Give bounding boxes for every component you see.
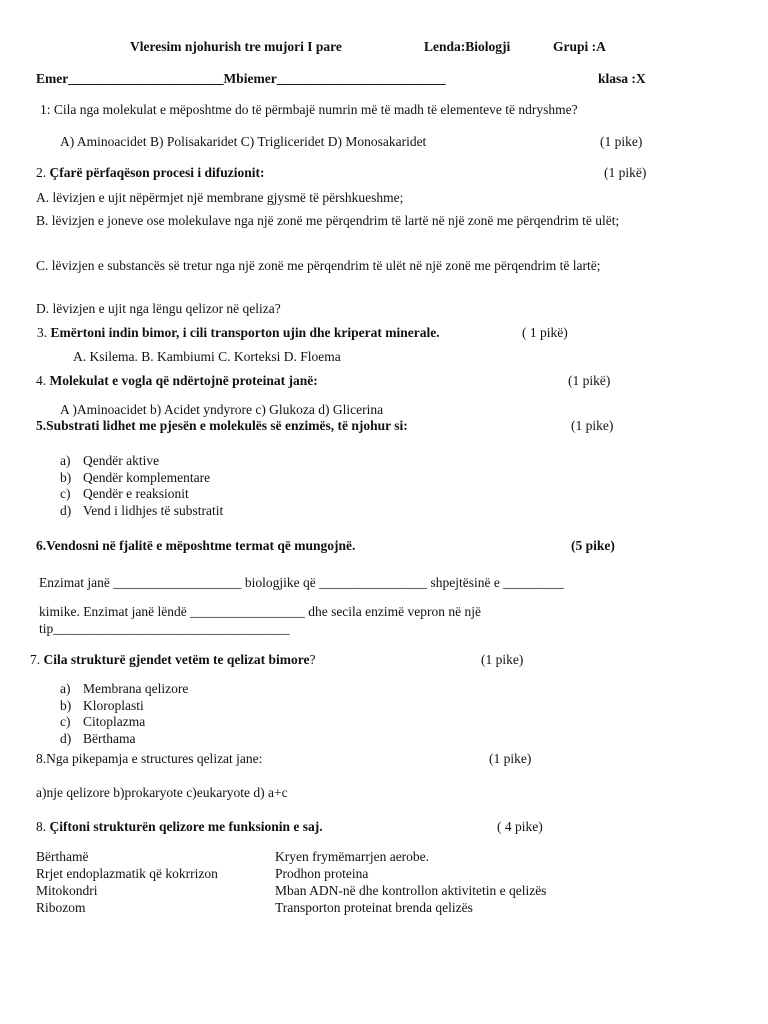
q5-option-a	[60, 453, 160, 469]
q2-question	[36, 165, 264, 181]
option-text: Citoplazma	[83, 714, 146, 729]
option-text: Vend i lidhjes të substratit	[83, 503, 224, 518]
option-text: Qendër komplementare	[83, 470, 211, 485]
q7-option-b	[60, 698, 144, 714]
option-letter: a)	[60, 681, 71, 696]
q8a-points: (1 pike)	[489, 751, 532, 766]
q8b-points: ( 4 pike)	[497, 819, 543, 834]
q5-option-c	[60, 486, 189, 502]
q7-text: Cila strukturë gjendet vetëm te qelizat bimore	[43, 652, 310, 667]
option-letter: d)	[60, 503, 72, 518]
q7-points: (1 pike)	[481, 652, 524, 667]
q2-option-a: A. lëvizjen e ujit nëpërmjet një membrane gjysmë të përshkueshme;	[36, 190, 404, 205]
option-text: Qendër e reaksionit	[83, 486, 189, 501]
q4-number: 4.	[36, 373, 50, 388]
option-letter: b)	[60, 470, 72, 485]
q2-number: 2.	[36, 165, 50, 180]
q6-text: 6.Vendosni në fjalitë e mëposhtme termat që mungojnë.	[36, 538, 356, 553]
match-function-2: Prodhon proteina	[275, 866, 369, 881]
option-text: Bërthama	[83, 731, 136, 746]
q7-option-a	[60, 681, 189, 697]
q2-text: Çfarë përfaqëson procesi i difuzionit:	[49, 165, 265, 180]
option-letter: c)	[60, 486, 71, 501]
q7-mark: ?	[309, 652, 316, 667]
q2-points: (1 pikë)	[604, 165, 647, 180]
option-text: Kloroplasti	[83, 698, 144, 713]
q3-points: ( 1 pikë)	[522, 325, 568, 340]
match-structure-1: Bërthamë	[36, 849, 89, 864]
q8b-question	[36, 819, 323, 835]
q5-option-d	[60, 503, 224, 519]
match-function-3: Mban ADN-në dhe kontrollon aktivitetin e qelizës	[275, 883, 547, 898]
q5-points: (1 pike)	[571, 418, 614, 433]
class-label: klasa :X	[598, 71, 646, 86]
q1-text: 1: Cila nga molekulat e mëposhtme do të përmbajë numrin më të madh të elementeve të ndryshme?	[40, 102, 578, 117]
q4-question	[36, 373, 318, 389]
q6-line-2: kimike. Enzimat janë lëndë _________________ dhe secila enzimë vepron në një	[39, 604, 481, 619]
q8b-number: 8.	[36, 819, 50, 834]
q4-options: A )Aminoacidet b) Acidet yndyrore c) Glukoza d) Glicerina	[60, 402, 384, 417]
q6-points: (5 pike)	[571, 538, 615, 553]
q8a-text: 8.Nga pikepamja e structures qelizat jane:	[36, 751, 263, 766]
q4-text: Molekulat e vogla që ndërtojnë proteinat janë:	[49, 373, 318, 388]
name-fields: Emer_______________________Mbiemer_________________________	[36, 71, 446, 86]
q1-options: A) Aminoacidet B) Polisakaridet C) Trigliceridet D) Monosakaridet	[60, 134, 427, 149]
group-label: Grupi :A	[553, 39, 606, 54]
q1-points: (1 pike)	[600, 134, 643, 149]
q7-option-d	[60, 731, 136, 747]
q3-text: Emërtoni indin bimor, i cili transporton ujin dhe kriperat minerale.	[50, 325, 440, 340]
q6-line-1: Enzimat janë ___________________ biologjike që ________________ shpejtësinë e _________	[39, 575, 564, 590]
q7-question	[30, 652, 315, 668]
option-letter: c)	[60, 714, 71, 729]
option-letter: a)	[60, 453, 71, 468]
q6-line-3: tip___________________________________	[39, 621, 290, 636]
option-letter: b)	[60, 698, 72, 713]
q3-question	[37, 325, 440, 341]
option-letter: d)	[60, 731, 72, 746]
q7-option-c	[60, 714, 146, 730]
q4-points: (1 pikë)	[568, 373, 611, 388]
match-function-1: Kryen frymëmarrjen aerobe.	[275, 849, 430, 864]
q8a-options: a)nje qelizore b)prokaryote c)eukaryote d) a+c	[36, 785, 288, 800]
subject-label: Lenda:Biologji	[424, 39, 511, 54]
q5-option-b	[60, 470, 211, 486]
match-function-4: Transporton proteinat brenda qelizës	[275, 900, 473, 915]
option-text: Qendër aktive	[83, 453, 160, 468]
exam-title: Vleresim njohurish tre mujori I pare	[130, 39, 342, 54]
q8b-text: Çiftoni strukturën qelizore me funksionin e saj.	[49, 819, 323, 834]
match-structure-3: Mitokondri	[36, 883, 98, 898]
q2-option-b: B. lëvizjen e joneve ose molekulave nga një zonë me përqendrim të lartë në një zonë me përqendrim të ulët;	[36, 213, 620, 228]
q7-number: 7.	[30, 652, 44, 667]
q2-option-d: D. lëvizjen e ujit nga lëngu qelizor në qeliza?	[36, 301, 281, 316]
q2-option-c: C. lëvizjen e substancës së tretur nga një zonë me përqendrim të ulët në një zonë me përqendrim të lartë;	[36, 258, 601, 273]
q3-number: 3.	[37, 325, 51, 340]
q3-options: A. Ksilema. B. Kambiumi C. Korteksi D. Floema	[73, 349, 341, 364]
match-structure-4: Ribozom	[36, 900, 86, 915]
match-structure-2: Rrjet endoplazmatik që kokrrizon	[36, 866, 218, 881]
q5-text: 5.Substrati lidhet me pjesën e molekulës së enzimës, të njohur si:	[36, 418, 408, 433]
option-text: Membrana qelizore	[83, 681, 189, 696]
